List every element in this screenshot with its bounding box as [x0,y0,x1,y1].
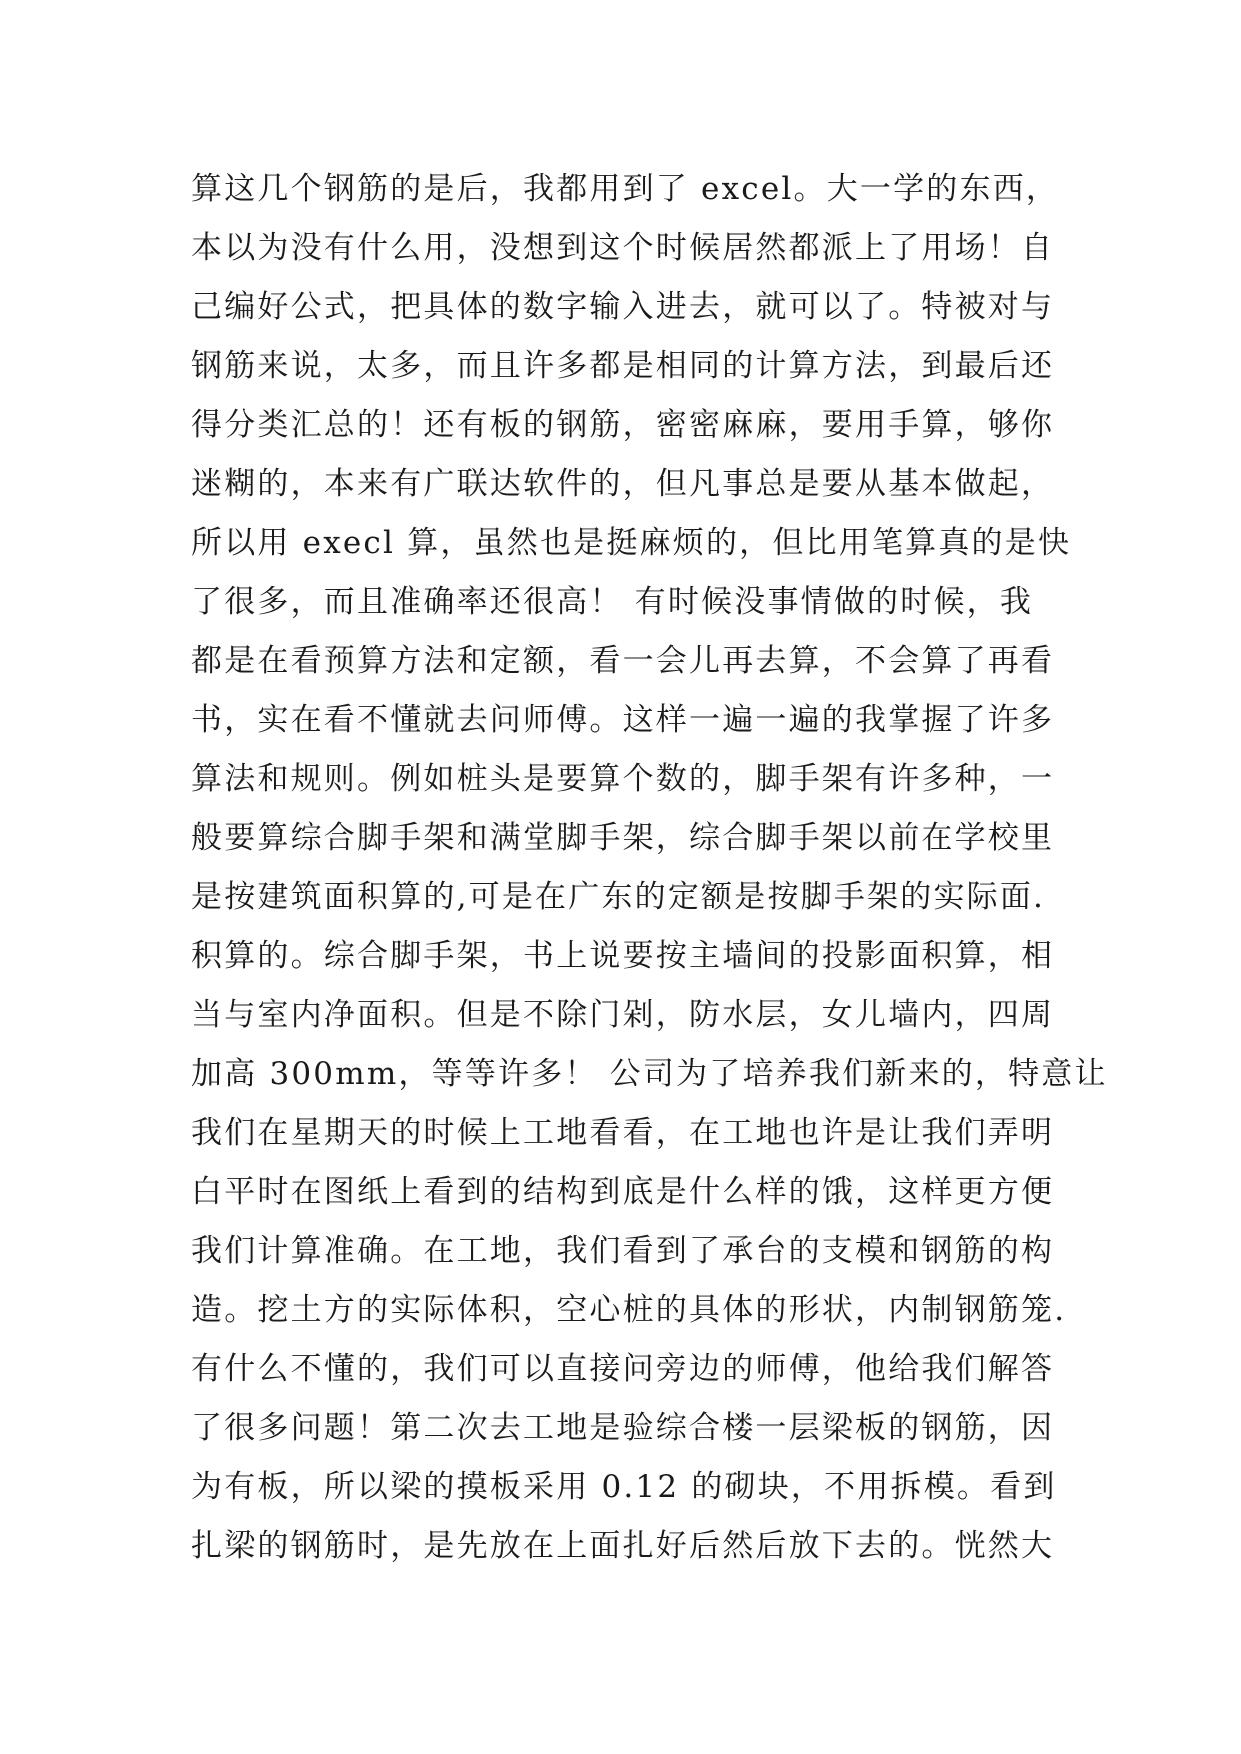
text-line: 加高 300mm，等等许多！ 公司为了培养我们新来的，特意让 [191,1056,1108,1092]
text-line: 我们在星期天的时候上工地看看，在工地也许是让我们弄明 [191,1115,1055,1151]
text-line: 算这几个钢筋的是后，我都用到了 excel。大一学的东西， [191,171,1060,207]
text-line: 有什么不懂的，我们可以直接问旁边的师傅，他给我们解答 [191,1351,1055,1387]
text-line: 积算的。综合脚手架，书上说要按主墙间的投影面积算，相 [191,938,1055,974]
text-line: 了很多问题！第二次去工地是验综合楼一层梁板的钢筋，因 [191,1410,1055,1446]
text-line: 都是在看预算方法和定额，看一会儿再去算，不会算了再看 [191,643,1055,679]
text-line: 算法和规则。例如桩头是要算个数的，脚手架有许多种，一 [191,761,1055,797]
text-line: 钢筋来说，太多，而且许多都是相同的计算方法，到最后还 [191,348,1055,384]
body-text [191,160,1108,1576]
text-line: 是按建筑面积算的,可是在广东的定额是按脚手架的实际面. [191,879,1046,915]
text-line: 当与室内净面积。但是不除门剁，防水层，女儿墙内，四周 [191,997,1055,1033]
text-line: 所以用 execl 算，虽然也是挺麻烦的，但比用笔算真的是快 [191,525,1072,561]
text-line: 了很多，而且准确率还很高！ 有时候没事情做的时候，我 [191,584,1034,620]
text-line: 扎梁的钢筋时，是先放在上面扎好后然后放下去的。恍然大 [191,1528,1055,1564]
text-line: 迷糊的，本来有广联达软件的，但凡事总是要从基本做起， [191,466,1055,502]
text-line: 造。挖土方的实际体积，空心桩的具体的形状，内制钢筋笼. [191,1292,1067,1328]
text-line: 书，实在看不懂就去问师傅。这样一遍一遍的我掌握了许多 [191,702,1055,738]
text-line: 己编好公式，把具体的数字输入进去，就可以了。特被对与 [191,289,1055,325]
text-line: 为有板，所以梁的摸板采用 0.12 的砌块，不用拆模。看到 [191,1469,1057,1505]
text-line: 我们计算准确。在工地，我们看到了承台的支模和钢筋的构 [191,1233,1055,1269]
text-line: 白平时在图纸上看到的结构到底是什么样的饿，这样更方便 [191,1174,1055,1210]
text-line: 本以为没有什么用，没想到这个时候居然都派上了用场！自 [191,230,1055,266]
text-line: 得分类汇总的！还有板的钢筋，密密麻麻，要用手算，够你 [191,407,1055,443]
text-line: 般要算综合脚手架和满堂脚手架，综合脚手架以前在学校里 [191,820,1055,856]
